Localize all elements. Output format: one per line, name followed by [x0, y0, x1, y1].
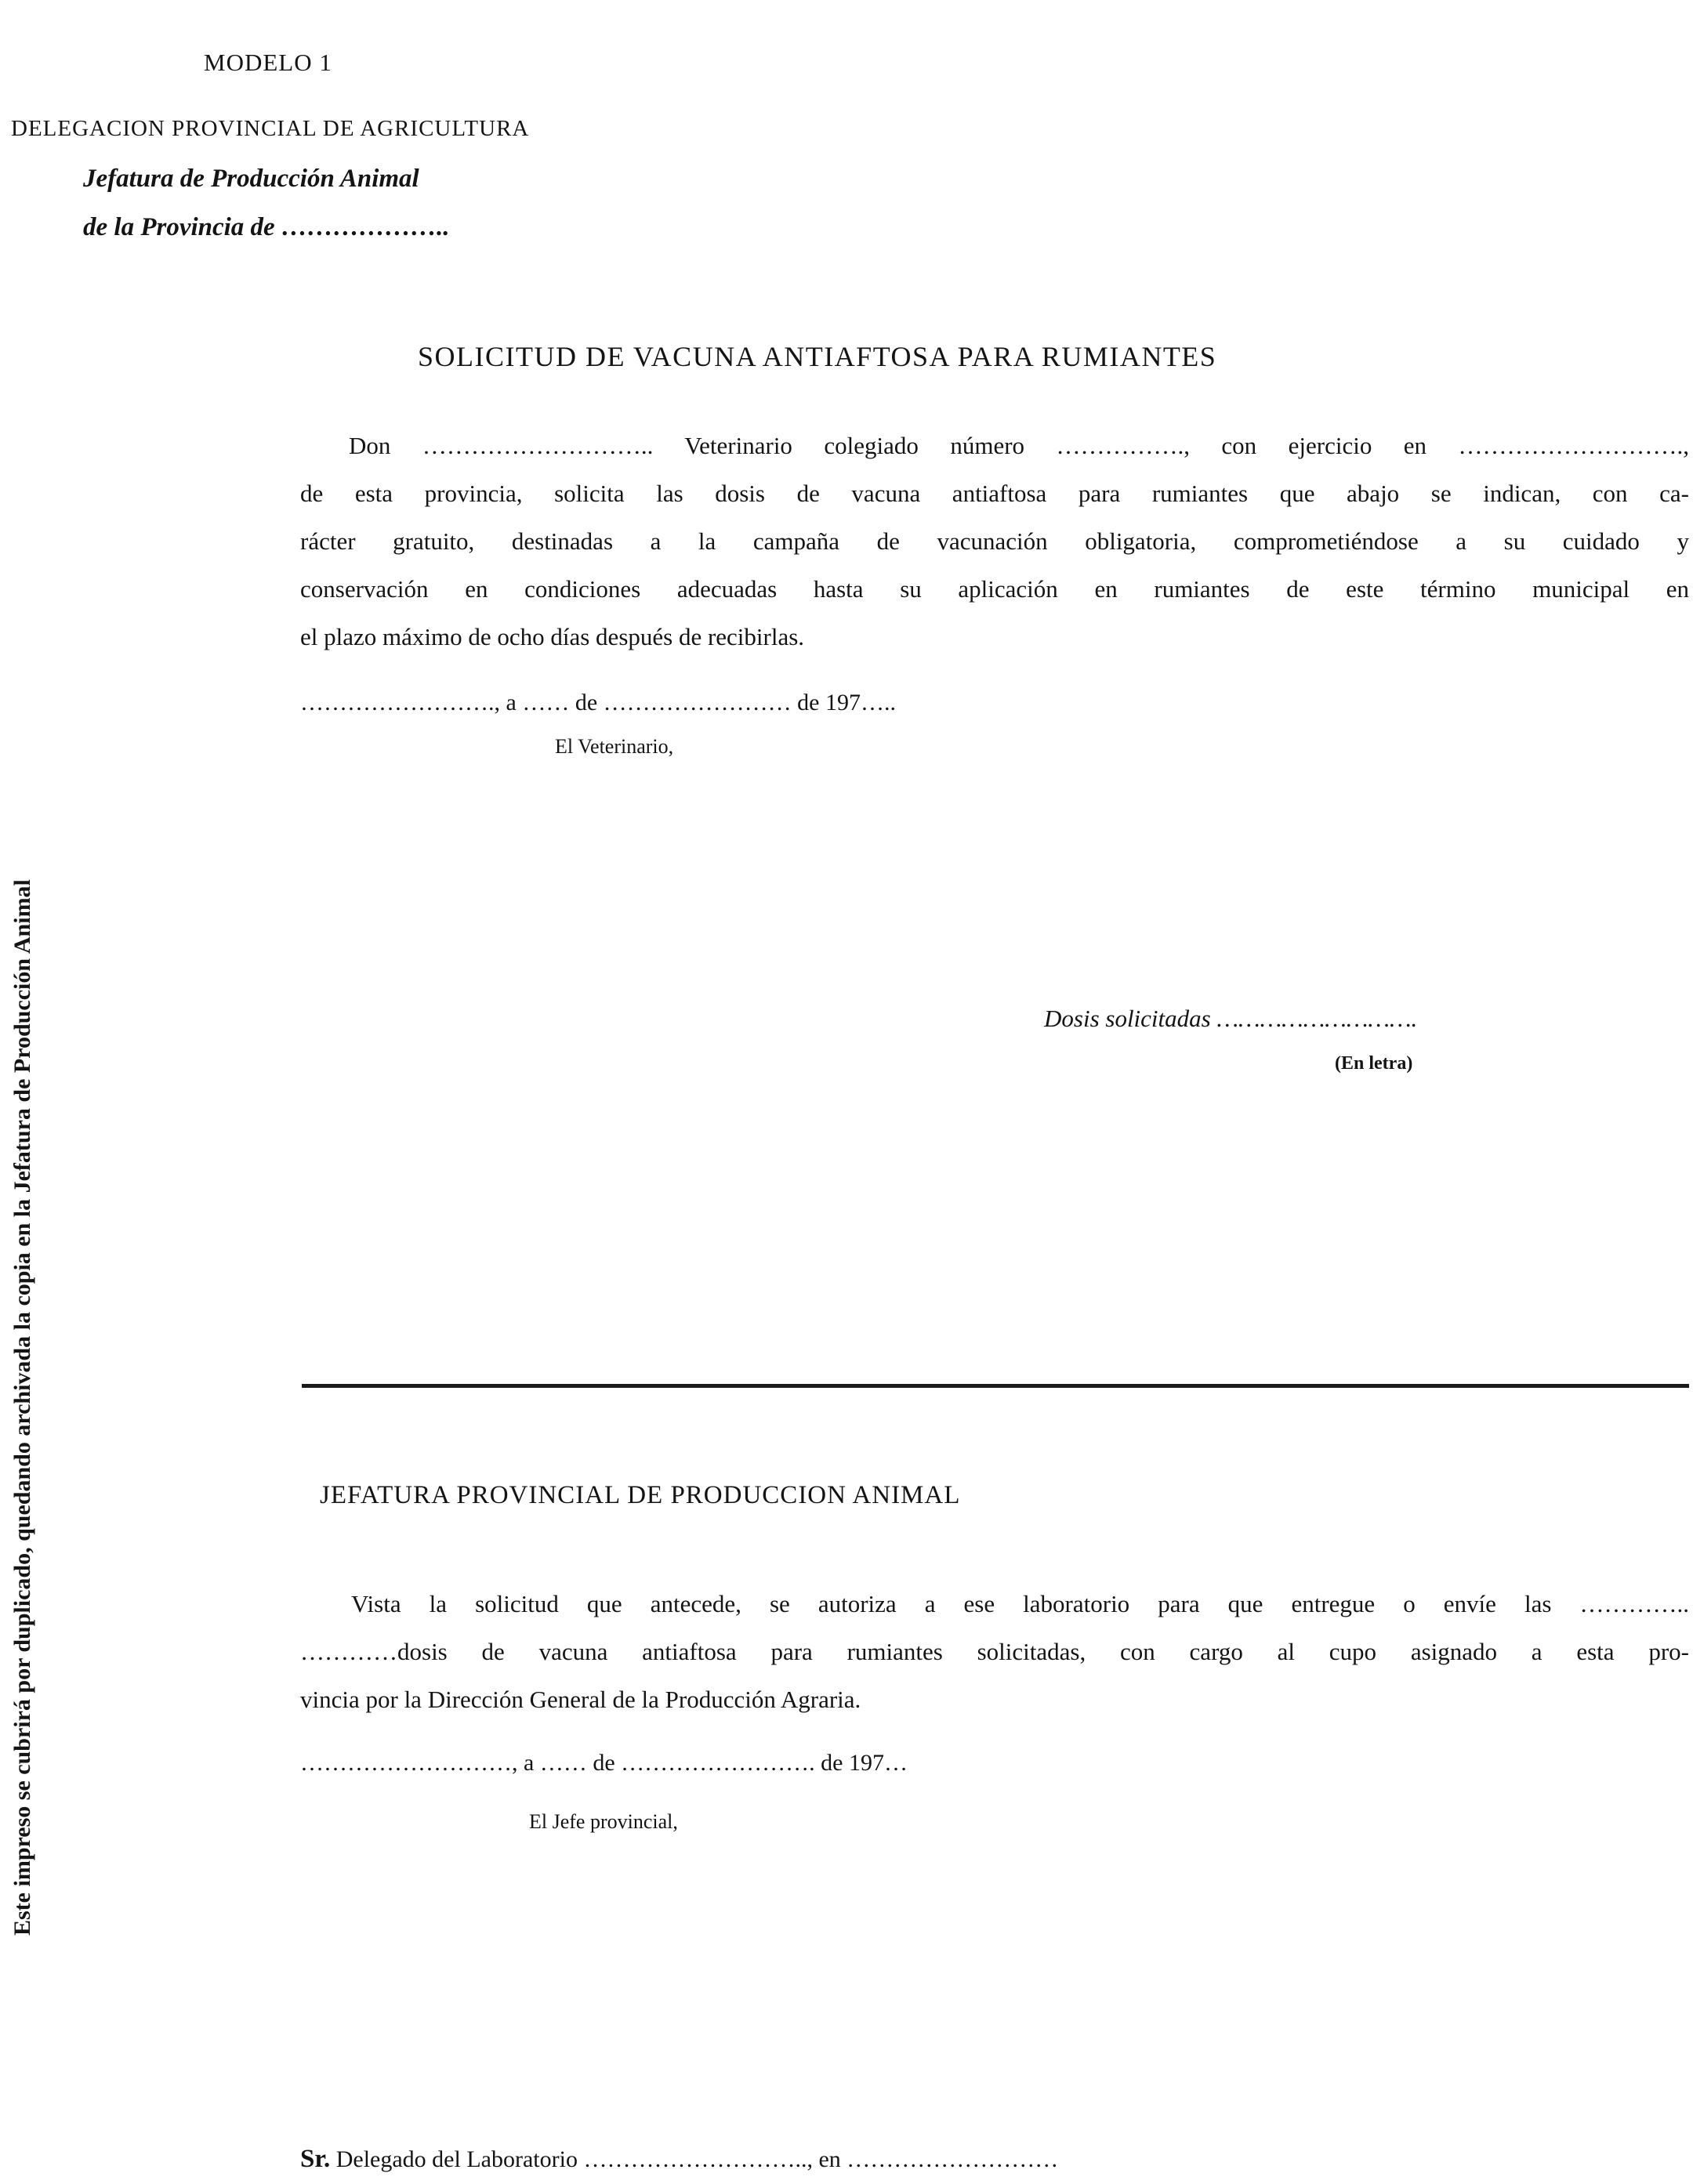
doses-requested-line: Dosis solicitadas ……………………….: [1044, 1005, 1418, 1032]
authorization-heading: JEFATURA PROVINCIAL DE PRODUCCION ANIMAL: [320, 1481, 961, 1509]
authorization-date-line: ………………………, a …… de ……………………. de 197…: [300, 1750, 908, 1776]
delegation-heading: DELEGACION PROVINCIAL DE AGRICULTURA: [11, 116, 530, 141]
province-line: de la Provincia de ………………..: [83, 213, 450, 241]
request-line-3: rácter gratuito, destinadas a la campaña de vacunación obligatoria, comprometiéndose a su cuidado y: [300, 527, 1689, 555]
request-line-1: Don ……………………….. Veterinario colegiado número ……………., con ejercicio en ……………………….,: [349, 432, 1689, 459]
doses-note: (En letra): [1335, 1053, 1413, 1074]
authorization-paragraph: [300, 1580, 1689, 1723]
request-line-2: de esta provincia, solicita las dosis de vacuna antiaftosa para rumiantes que abajo se indican, con ca-: [300, 480, 1689, 507]
authorization-line-2: …………dosis de vacuna antiaftosa para rumiantes solicitadas, con cargo al cupo asignado a esta pro-: [300, 1638, 1689, 1665]
authorization-line-1: Vista la solicitud que antecede, se autoriza a ese laboratorio para que entregue o envíe las …………..: [351, 1590, 1689, 1617]
page-title: SOLICITUD DE VACUNA ANTIAFTOSA PARA RUMIANTES: [418, 341, 1217, 372]
addressee-line: [300, 2145, 1058, 2174]
authorization-line-3: vincia por la Dirección General de la Producción Agraria.: [300, 1686, 861, 1713]
veterinarian-signer: El Veterinario,: [555, 735, 674, 758]
side-note: Este impreso se cubrirá por duplicado, quedando archivada la copia en la Jefatura de Producción Animal: [9, 879, 35, 1936]
request-date-line: ……………………., a …… de …………………… de 197…..: [300, 690, 896, 715]
request-paragraph: [300, 422, 1689, 661]
department-heading: Jefatura de Producción Animal: [83, 165, 419, 193]
addressee-text: Delegado del Laboratorio ……………………….., en ………………………: [335, 2146, 1059, 2172]
provincial-chief-signer: El Jefe provincial,: [529, 1810, 678, 1833]
form-label: MODELO 1: [204, 49, 332, 76]
section-divider: [302, 1384, 1689, 1388]
request-line-4: conservación en condiciones adecuadas hasta su aplicación en rumiantes de este término municipal en: [300, 575, 1689, 603]
addressee-prefix: Sr.: [300, 2145, 331, 2173]
request-line-5: el plazo máximo de ocho días después de recibirlas.: [300, 623, 805, 650]
